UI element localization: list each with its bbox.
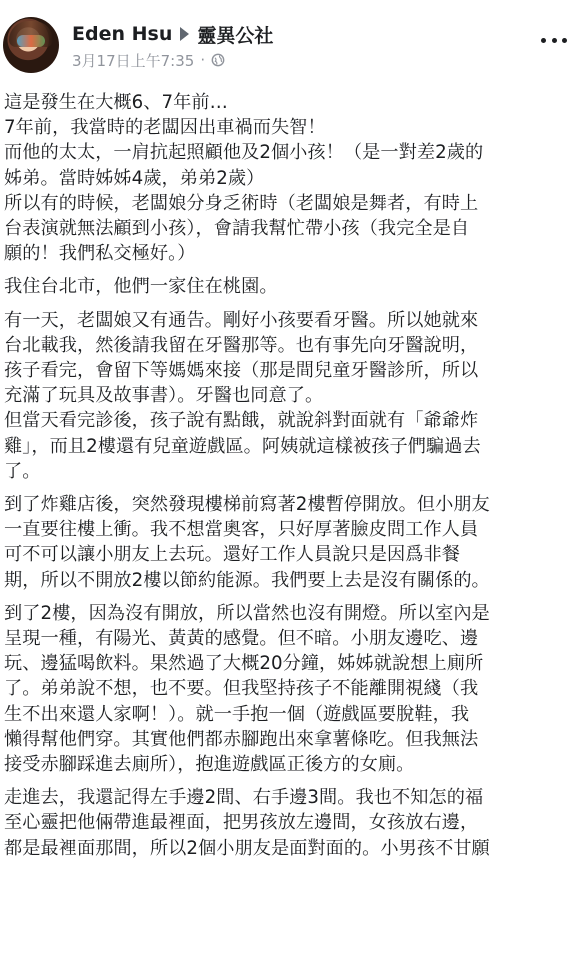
post-paragraph: 到了2樓，因為沒有開放，所以當然也沒有開燈。所以室內是 呈現一種，有陽光、黃黃的感覺。但不暗。小朋友邊吃、邊 玩、邊猛喝飲料。果然過了大概20分鐘，姊姊就說想上廁所 了。弟弟說不想，也不要。但我堅持孩子不能離開視綫（我 生不出來還人家啊！）。就一手抱一個（遊戲區要脫鞋，我 懶得幫他們穿。其實他們都赤腳跑出來拿薯條吃。但我無法 接受赤腳踩進去廁所），抱進遊戲區正後方的女廁。 xyxy=(4,602,490,776)
avatar[interactable] xyxy=(3,17,59,73)
post-header xyxy=(0,14,583,76)
group-name-link[interactable]: 靈異公社 xyxy=(197,24,274,47)
more-options-button[interactable] xyxy=(541,32,567,48)
triangle-right-icon xyxy=(180,27,189,41)
timestamp-link[interactable]: 3月17日上午7:35 xyxy=(72,51,195,70)
post-title-line xyxy=(72,21,273,47)
post-paragraph: 這是發生在大概6、7年前… 7年前，我當時的老闆因出車禍而失智！ 而他的太太，一肩抗起照顧他及2個小孩！（是一對差2歲的 姊弟。當時姊姊4歲，弟弟2歲） 所以有的時候，老闆娘分身乏術時（老闆娘是舞者，有時上 台表演就無法顧到小孩），會請我幫忙帶小孩（我完全是自 願的！我們私交極好。） xyxy=(4,92,484,265)
globe-icon[interactable] xyxy=(211,53,225,67)
more-dot-icon xyxy=(541,38,546,43)
meta-separator: · xyxy=(200,51,206,69)
author-name-link[interactable]: Eden Hsu xyxy=(72,23,173,45)
more-dot-icon xyxy=(552,38,557,43)
post-meta xyxy=(72,50,225,70)
post-paragraph: 走進去，我還記得左手邊2間、右手邊3間。我也不知怎的福 至心靈把他倆帶進最裡面，把男孩放左邊間，女孩放右邊， 都是最裡面那間，所以2個小朋友是面對面的。小男孩不甘願 xyxy=(4,787,490,859)
avatar-color-tint xyxy=(17,35,45,47)
post-paragraph: 有一天，老闆娘又有通告。剛好小孩要看牙醫。所以她就來 台北載我，然後請我留在牙醫那等。也有事先向牙醫說明， 孩子看完，會留下等媽媽來接（那是間兒童牙醫診所，所以 充滿了玩具及故事書）。牙醫也同意了。 但當天看完診後，孩子說有點餓，就說斜對面就有「爺爺炸 雞」，而且2樓還有兒童遊戲區。阿姨就這樣被孩子們騙過去 了。 xyxy=(4,309,481,482)
post-paragraph: 到了炸雞店後，突然發現樓梯前寫著2樓暫停開放。但小朋友 一直要往樓上衝。我不想當奧客，只好厚著臉皮問工作人員 可不可以讓小朋友上去玩。還好工作人員說只是因爲非餐 期，所以不開放2樓以節約能源。我們要上去是沒有關係的。 xyxy=(4,494,490,591)
post-paragraph: 我住台北市，他們一家住在桃園。 xyxy=(4,276,278,298)
post-body xyxy=(4,90,579,869)
more-dot-icon xyxy=(562,38,567,43)
